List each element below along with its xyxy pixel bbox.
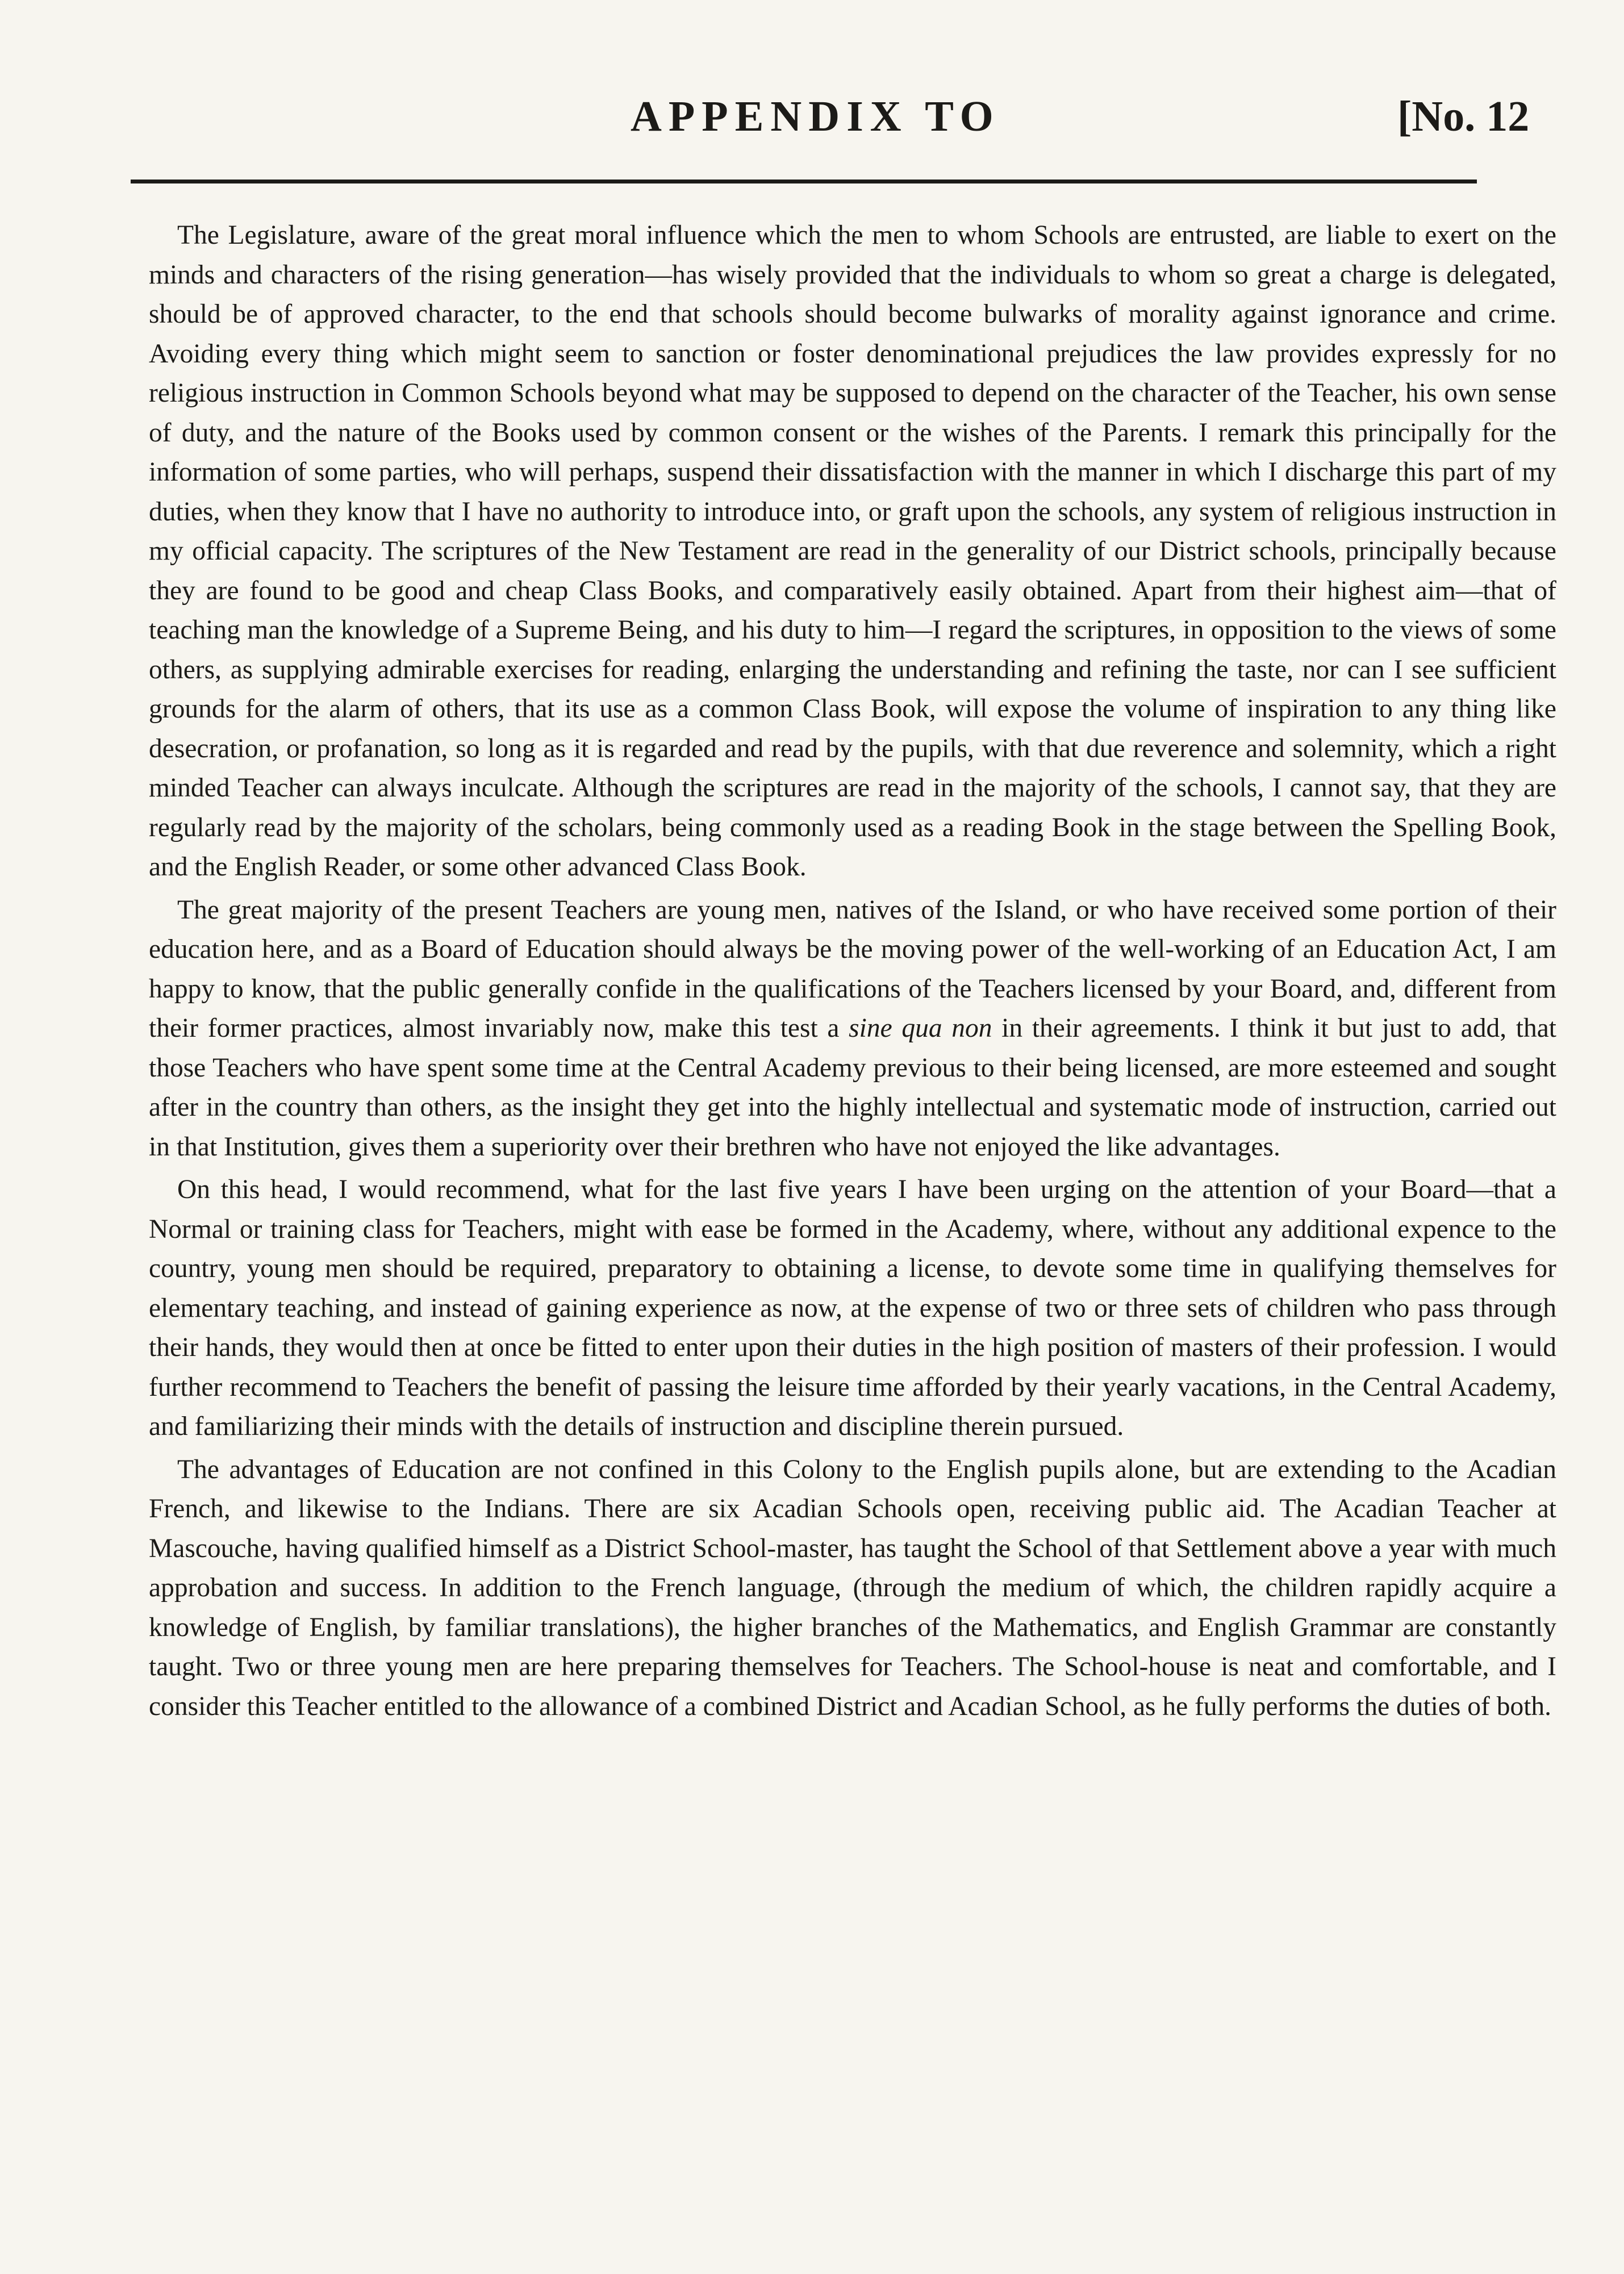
- paragraph-1: The Legislature, aware of the great moral influence which the men to whom Schools are entrusted, are liable to exert on the minds and characters of the rising generation—has wisely provided that the individuals to whom so great a charge is delegated, should be of approved character, to the end that schools should become bulwarks of morality against ignorance and crime. Avoiding every thing which might seem to sanction or foster denominational prejudices the law provides expressly for no religious instruction in Common Schools beyond what may be supposed to depend on the character of the Teacher, his own sense of duty, and the nature of the Books used by common consent or the wishes of the Parents. I remark this principally for the information of some parties, who will perhaps, suspend their dissatisfaction with the manner in which I discharge this part of my duties, when they know that I have no authority to introduce into, or graft upon the schools, any system of religious instruction in my official capacity. The scriptures of the New Testament are read in the generality of our District schools, principally because they are found to be good and cheap Class Books, and comparatively easily obtained. Apart from their highest aim—that of teaching man the knowledge of a Supreme Being, and his duty to him—I regard the scriptures, in opposition to the views of some others, as supplying admirable exercises for reading, enlarging the understanding and refining the taste, nor can I see sufficient grounds for the alarm of others, that its use as a common Class Book, will expose the volume of inspiration to any thing like desecration, or profanation, so long as it is regarded and read by the pupils, with that due reverence and solemnity, which a right minded Teacher can always inculcate. Although the scriptures are read in the majority of the schools, I cannot say, that they are regularly read by the majority of the scholars, being commonly used as a reading Book in the stage between the Spelling Book, and the English Reader, or some other advanced Class Book.: [149, 220, 1556, 882]
- header-rule: [131, 180, 1477, 183]
- latin-phrase: sine qua non: [849, 1013, 992, 1043]
- paragraph-3: On this head, I would recommend, what for the last five years I have been urging on the attention of your Board—that a Normal or training class for Teachers, might with ease be formed in the Academy, where, without any additional expence to the country, young men should be required, preparatory to obtaining a license, to devote some time in qualifying themselves for elementary teaching, and instead of gaining experience as now, at the expense of two or three sets of children who pass through their hands, they would then at once be fitted to enter upon their duties in the high position of masters of their profession. I would further recommend to Teachers the benefit of passing the leisure time afforded by their yearly vacations, in the Central Academy, and familiarizing their minds with the details of instruction and discipline therein pursued.: [149, 1175, 1556, 1441]
- paragraph-4: The advantages of Education are not confined in this Colony to the English pupils alone, but are extending to the Acadian French, and likewise to the Indians. There are six Acadian Schools open, receiving public aid. The Acadian Teacher at Mascouche, having qualified himself as a District School-master, has taught the School of that Settlement above a year with much approbation and success. In addition to the French language, (through the medium of which, the children rapidly acquire a knowledge of English, by familiar translations), the higher branches of the Mathematics, and English Grammar are constantly taught. Two or three young men are here preparing themselves for Teachers. The School-house is neat and comfortable, and I consider this Teacher entitled to the allowance of a combined District and Acadian School, as he fully performs the duties of both.: [149, 1454, 1556, 1721]
- paragraph-2-part-2: in their agreements. I think it but just to add, that those Teachers who have spent some time at the Central Academy previous to their being licensed, are more esteemed and sought after in the country than others, as the insight they get into the highly intellectual and systematic mode of instruction, carried out in that Institution, gives them a superiority over their brethren who have not enjoyed the like advantages.: [149, 1013, 1557, 1162]
- body-text: [149, 216, 1556, 1726]
- paragraph-2-part-1: The great majority of the present Teachers are young men, natives of the Island, or who have received some portion of their education here, and as a Board of Education should always be the moving power of the well-working of an Education Act, I am happy to know, that the public generally confide in the qualifications of the Teachers licensed by your Board, and, different from their former practices, almost invariably now, make this test a: [149, 895, 1556, 1043]
- page-header: [0, 85, 1624, 148]
- page-title: APPENDIX TO: [631, 93, 1000, 140]
- paragraph-2: [149, 891, 1556, 1167]
- page-number: [No. 12: [1397, 93, 1530, 140]
